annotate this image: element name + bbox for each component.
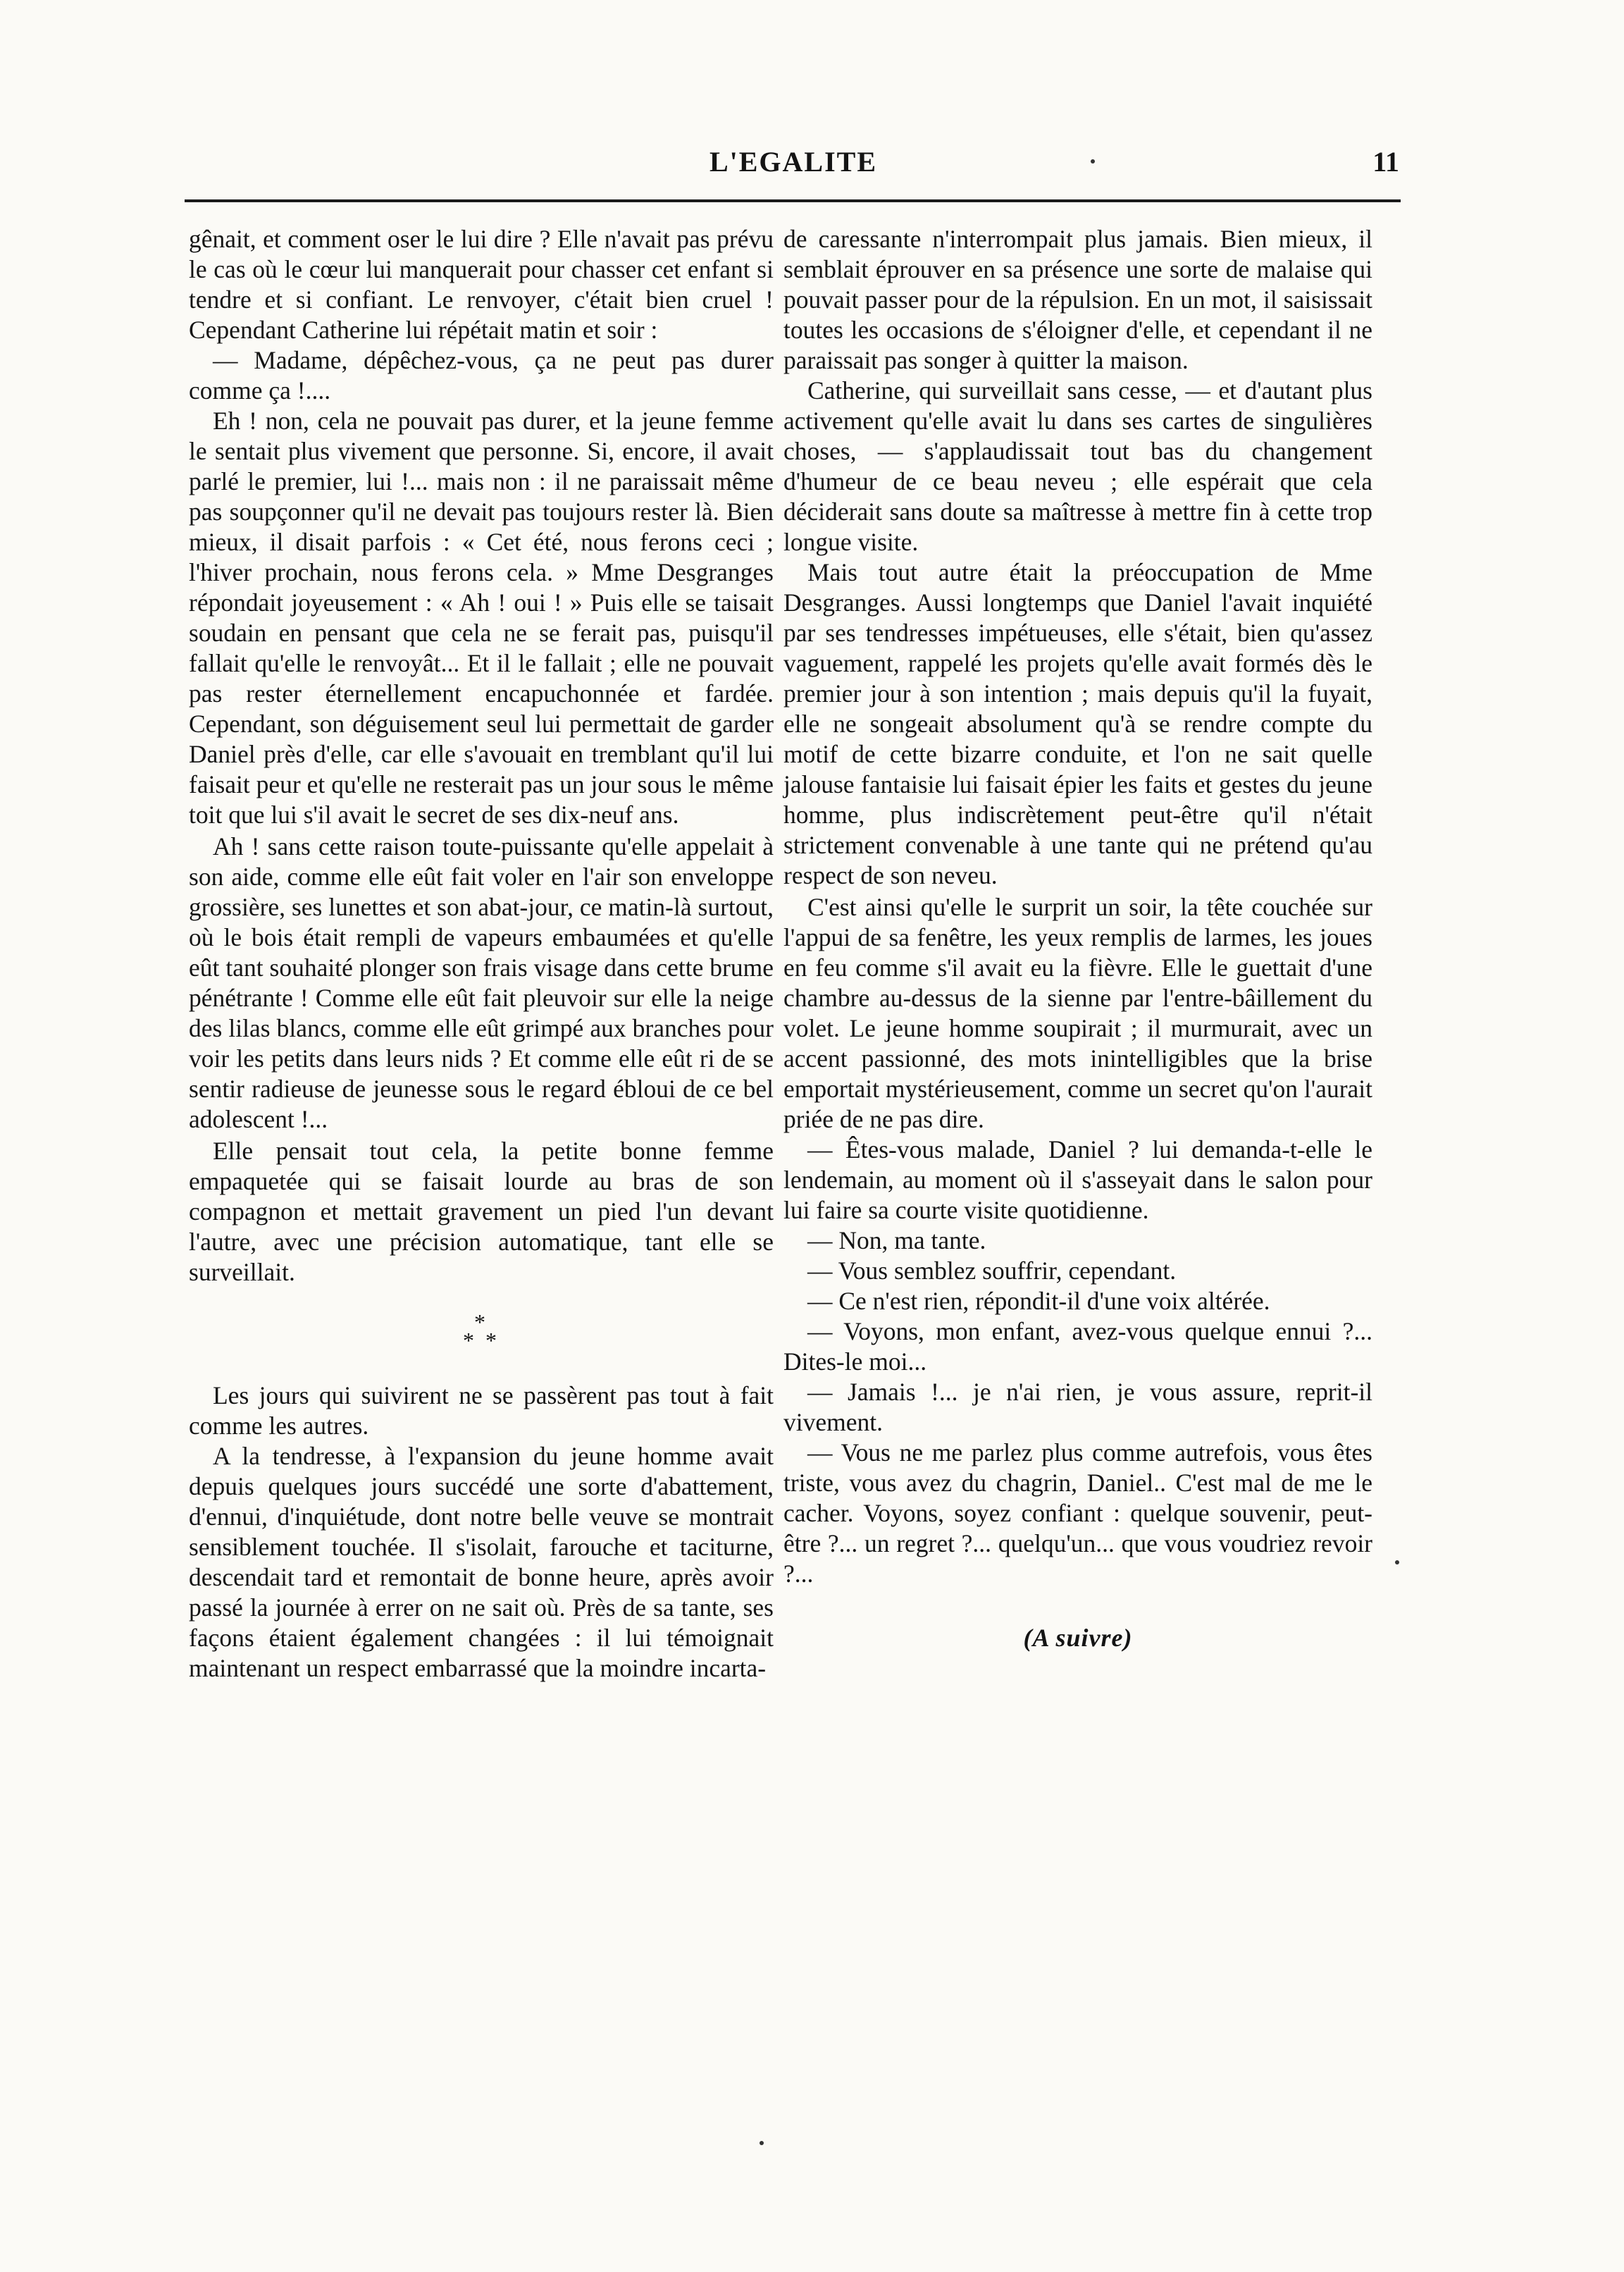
section-separator	[189, 1309, 774, 1353]
paragraph: Mais tout autre était la préoccupation de Mme Desgranges. Aussi longtemps que Daniel l'avait inquiété par ses tendresses impétueuses, elle s'était, bien qu'assez vaguement, rappelé les projets qu'elle avait formés dès le premier jour à son intention ; mais depuis qu'il la fuyait, elle ne songeait absolument qu'à se rendre compte du motif de cette bizarre conduite, et l'on ne sait quelle jalouse fantaisie lui faisait épier les faits et gestes du jeune homme, plus indiscrètement peut-être qu'il n'était strictement convenable à une tante qui ne prétend qu'au respect de son neveu.	[783, 558, 1372, 889]
paragraph: — Madame, dépêchez-vous, ça ne peut pas durer comme ça !....	[189, 346, 774, 405]
right-column	[783, 224, 1372, 1653]
dialogue-line: — Ce n'est rien, répondit-il d'une voix altérée.	[807, 1287, 1270, 1315]
separator-stars-bottom: * *	[463, 1328, 500, 1353]
paragraph: Elle pensait tout cela, la petite bonne femme empaquetée qui se faisait lourde au bras de son compagnon et mettait gravement un pied l'un devant l'autre, avec une précision automatique, tant elle se surveillait.	[189, 1137, 774, 1286]
dialogue-line: — Vous ne me parlez plus comme autrefois, vous êtes triste, vous avez du chagrin, Daniel.. C'est mal de me le cacher. Voyons, soyez confiant : quelque souvenir, peut-être ?... un regret ?... quelqu'un... que vous voudriez revoir ?...	[783, 1438, 1372, 1588]
paragraph: C'est ainsi qu'elle le surprit un soir, la tête couchée sur l'appui de sa fenêtre, les yeux remplis de larmes, les joues en feu comme s'il avait eu la fièvre. Elle le guettait d'une chambre au-dessus de la sienne par l'entre-bâillement du volet. Le jeune homme soupirait ; il murmurait, avec un accent passionné, des mots inintelligibles que la brise emportait mystérieusement, comme un secret qu'on l'aurait priée de ne pas dire.	[783, 893, 1372, 1133]
dialogue-line: — Voyons, mon enfant, avez-vous quelque ennui ?... Dites-le moi...	[783, 1317, 1372, 1376]
page-number: 11	[1372, 146, 1399, 178]
paragraph: Eh ! non, cela ne pouvait pas durer, et la jeune femme le sentait plus vivement que personne. Si, encore, il avait parlé le premier, lui !... mais non : il ne paraissait même pas soupçonner qu'il ne devait pas toujours rester là. Bien mieux, il disait parfois : « Cet été, nous ferons ceci ; l'hiver prochain, nous ferons cela. » Mme Desgranges répondait joyeusement : « Ah ! oui ! » Puis elle se taisait soudain en pensant que cela ne se ferait pas, puisqu'il fallait qu'elle le renvoyât... Et il le fallait ; elle ne pouvait pas rester éternellement encapuchonnée et fardée. Cependant, son déguisement seul lui permettait de garder Daniel près d'elle, car elle s'avouait en tremblant qu'il lui faisait peur et qu'elle ne resterait pas un jour sous le même toit que lui s'il avait le secret de ses dix-neuf ans.	[189, 407, 774, 829]
dialogue-line: — Êtes-vous malade, Daniel ? lui demanda-t-elle le lendemain, au moment où il s'asseyait dans le salon pour lui faire sa courte visite quotidienne.	[783, 1135, 1372, 1224]
separator-star-top: *	[474, 1309, 488, 1335]
running-title: L'EGALITE	[709, 146, 878, 178]
header-rule	[185, 199, 1401, 202]
dialogue-line: — Vous semblez souffrir, cependant.	[807, 1257, 1177, 1285]
paragraph: Ah ! sans cette raison toute-puissante qu'elle appelait à son aide, comme elle eût fait voler en l'air son enveloppe grossière, ses lunettes et son abat-jour, ce matin-là surtout, où le bois était rempli de vapeurs embaumées et qu'elle eût tant souhaité plonger son frais visage dans cette brume pénétrante ! Comme elle eût fait pleuvoir sur elle la neige des lilas blancs, comme elle eût grimpé aux branches pour voir les petits dans leurs nids ? Et comme elle eût ri de se sentir radieuse de jeunesse sous le regard ébloui de ce bel adolescent !...	[189, 832, 774, 1133]
paragraph: Les jours qui suivirent ne se passèrent pas tout à fait comme les autres.	[189, 1381, 774, 1440]
paragraph: de caressante n'interrompait plus jamais. Bien mieux, il semblait éprouver en sa présence une sorte de malaise qui pouvait passer pour de la répulsion. En un mot, il saisissait toutes les occasions de s'éloigner d'elle, et cependant il ne paraissait pas songer à quitter la maison.	[783, 225, 1372, 374]
print-speck	[1091, 159, 1095, 163]
continuation-note: (A suivre)	[1023, 1624, 1133, 1652]
paragraph: A la tendresse, à l'expansion du jeune homme avait depuis quelques jours succédé une sorte d'abattement, d'ennui, d'inquiétude, dont notre belle veuve se montrait sensiblement touchée. Il s'isolait, farouche et taciturne, descendait tard et remontait de bonne heure, après avoir passé la journée à errer on ne sait où. Près de sa tante, ses façons étaient également changées : il lui témoignait maintenant un respect embarrassé que la moindre incarta-	[189, 1442, 774, 1682]
print-speck	[1395, 1560, 1399, 1564]
page-header	[187, 145, 1399, 196]
dialogue-line: — Non, ma tante.	[807, 1226, 986, 1254]
left-column	[189, 224, 774, 1684]
paragraph: gênait, et comment oser le lui dire ? Elle n'avait pas prévu le cas où le cœur lui manquerait pour chasser cet enfant si tendre et si confiant. Le renvoyer, c'était bien cruel ! Cependant Catherine lui répétait matin et soir :	[189, 225, 774, 344]
paragraph: Catherine, qui surveillait sans cesse, — et d'autant plus activement qu'elle avait lu dans ses cartes de singulières choses, — s'applaudissait tout bas du changement d'humeur de ce beau neveu ; elle espérait que cela déciderait sans doute sa maîtresse à mettre fin à cette trop longue visite.	[783, 376, 1372, 556]
dialogue-line: — Jamais !... je n'ai rien, je vous assure, reprit-il vivement.	[783, 1378, 1372, 1436]
print-speck	[760, 2141, 764, 2145]
